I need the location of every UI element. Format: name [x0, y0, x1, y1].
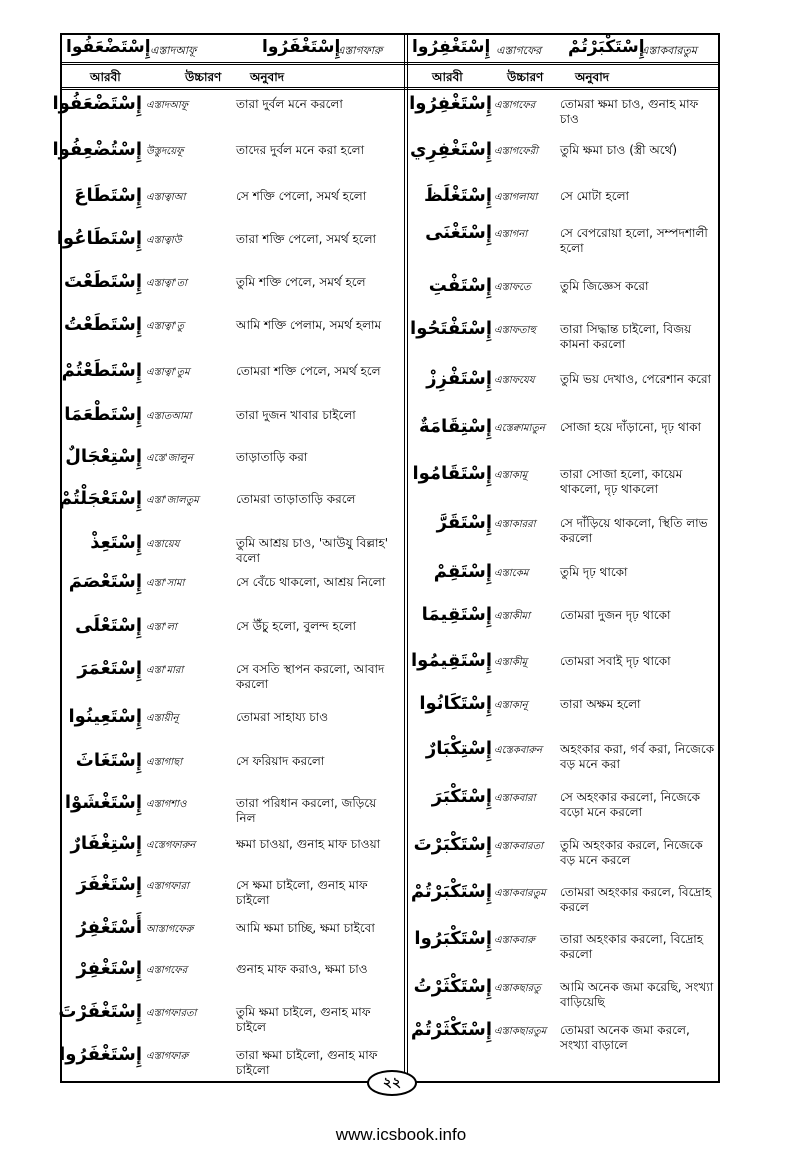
word-transliteration: এস্তাত্বাউ — [146, 235, 182, 246]
top-row-rule — [60, 62, 720, 63]
word-meaning: তোমরা তাড়াতাড়ি করলে — [236, 492, 356, 506]
word-meaning: ক্ষমা চাওয়া, গুনাহ মাফ চাওয়া — [236, 837, 381, 851]
word-meaning: তুমি ভয় দেখাও, পেরেশান করো — [560, 372, 712, 386]
word-meaning: তারা সিদ্ধান্ত চাইলো, বিজয় কামনা করলো — [560, 322, 692, 351]
word-transliteration: এস্তাফতাহু — [494, 325, 536, 336]
left-header-pronunciation: উচ্চারণ — [185, 70, 222, 84]
word-meaning: গুনাহ মাফ করাও, ক্ষমা চাও — [236, 962, 368, 976]
word-transliteration: এস্তা'জালতুম — [146, 495, 199, 506]
word-transliteration: এস্তাগনা — [494, 229, 528, 240]
top-row-rule-2 — [60, 64, 720, 65]
word-transliteration: এস্তাকবারতা — [494, 841, 544, 852]
word-meaning: তারা দুজন খাবার চাইলো — [236, 408, 356, 422]
word-meaning: তারা অক্ষম হলো — [560, 697, 641, 711]
word-meaning: তুমি শক্তি পেলে, সমর্থ হলে — [236, 275, 366, 289]
word-meaning: তারা ক্ষমা চাইলো, গুনাহ মাফ চাইলো — [236, 1048, 378, 1077]
word-transliteration: এস্তাকবারু — [494, 935, 535, 946]
word-transliteration: এস্তাকীমূ — [494, 657, 528, 668]
word-meaning: সে বসতি স্থাপন করলো, আবাদ করলো — [236, 662, 385, 691]
word-arabic: إِسْتَغْفَرْتَ — [58, 1001, 142, 1022]
word-arabic: إِسْتَعْجَلْتُمْ — [58, 488, 142, 509]
word-transliteration: এস্তে'জালুন — [146, 453, 193, 464]
word-arabic: إِسْتَطَاعَ — [74, 185, 142, 206]
word-arabic: إِسْتَغْفَرُوا — [59, 1044, 142, 1065]
word-meaning: তুমি অহংকার করলে, নিজেকে বড় মনে করলে — [560, 838, 703, 867]
word-meaning: তোমরা অনেক জমা করলে, সংখ্যা বাড়ালে — [560, 1023, 690, 1052]
word-transliteration: এস্তা'মারা — [146, 665, 184, 676]
word-arabic: إِسْتَغْشَوْا — [64, 792, 142, 813]
word-transliteration: এস্তাগফেরী — [494, 146, 538, 157]
word-transliteration: এস্তাকীমা — [494, 611, 531, 622]
word-transliteration: এস্তাগশাও — [146, 799, 187, 810]
word-arabic: إِسْتَغْنَى — [425, 222, 492, 243]
top-right-translit-2: এস্তাকবারতুম — [640, 44, 697, 57]
word-meaning: তোমরা সবাই দৃঢ় থাকো — [560, 654, 671, 668]
word-meaning: তুমি ক্ষমা চাইলে, গুনাহ মাফ চাইলে — [236, 1005, 371, 1034]
word-meaning: সে বেপরোয়া হলো, সম্পদশালী হলো — [560, 226, 708, 255]
word-transliteration: এস্তাগফের — [146, 965, 188, 976]
word-transliteration: এস্তাকছারতুম — [494, 1026, 547, 1037]
word-meaning: তোমরা দুজন দৃঢ় থাকো — [560, 608, 671, 622]
word-arabic: إِسْتَطْعَمَا — [64, 404, 142, 425]
word-transliteration: এস্তাকবারতুম — [494, 888, 546, 899]
word-meaning: তারা অহংকার করলো, বিদ্রোহ করলো — [560, 932, 704, 961]
word-arabic: إِسْتَضْعَفُوا — [52, 93, 142, 114]
word-transliteration: এস্তাগফারু — [146, 1051, 189, 1062]
word-transliteration: এস্তাকেম — [494, 568, 529, 579]
word-arabic: إِسْتَطَعْتُ — [64, 314, 142, 335]
word-arabic: إِسْتَكْبَرْتَ — [413, 834, 492, 855]
word-transliteration: এস্তাত্বাআ — [146, 192, 186, 203]
word-meaning: তুমি দৃঢ় থাকো — [560, 565, 628, 579]
word-meaning: তারা পরিধান করলো, জড়িয়ে নিল — [236, 796, 377, 825]
word-transliteration: এস্তাত্বা'তুম — [146, 367, 190, 378]
word-arabic: إِسْتَعِذْ — [90, 532, 142, 553]
word-meaning: তুমি ক্ষমা চাও (স্ত্রী অর্থে) — [560, 143, 678, 157]
right-header-pronunciation: উচ্চারণ — [507, 70, 544, 84]
word-arabic: إِسْتَفْتَحُوا — [410, 318, 492, 339]
word-meaning: তুমি আশ্রয় চাও, 'আউযু বিল্লাহ' বলো — [236, 536, 389, 565]
word-meaning: সে দাঁড়িয়ে থাকলো, স্থিতি লাভ করলো — [560, 516, 708, 545]
word-meaning: তোমরা সাহায্য চাও — [236, 710, 329, 724]
top-right-arabic-2: إِسْتَكْبَرْتُمْ — [568, 37, 645, 57]
word-arabic: إِسْتَعِينُوا — [68, 706, 142, 727]
header-rule-2 — [60, 89, 720, 90]
header-rule — [60, 87, 720, 88]
word-transliteration: এস্তাকানূ — [494, 700, 528, 711]
word-arabic: إِسْتَغْلَظَ — [423, 185, 492, 206]
word-arabic: إِسْتِقَامَةٌ — [419, 416, 492, 437]
word-meaning: সে অহংকার করলো, নিজেকে বড়ো মনে করলো — [560, 790, 701, 819]
word-transliteration: এস্তেক্বামাতুন — [494, 423, 545, 434]
word-meaning: তোমরা অহংকার করলে, বিদ্রোহ করলে — [560, 885, 712, 914]
word-transliteration: এস্তাদআফূ — [146, 100, 188, 111]
word-meaning: তারা সোজা হলো, কায়েম থাকলো, দৃঢ় থাকলো — [560, 467, 683, 496]
top-right-translit-1: এস্তাগফের — [496, 44, 542, 57]
word-meaning: সে ফরিয়াদ করলো — [236, 754, 325, 768]
word-arabic: إِسْتِعْجَالٌ — [65, 446, 142, 467]
top-right-arabic-1: إِسْتَغْفِرُوا — [412, 37, 491, 57]
word-meaning: তোমরা শক্তি পেলে, সমর্থ হলে — [236, 364, 381, 378]
word-transliteration: এস্তাগফের — [494, 100, 536, 111]
word-transliteration: আস্তাগফেরু — [146, 924, 194, 935]
word-transliteration: এস্তাকবারা — [494, 793, 536, 804]
word-transliteration: এস্তাকাররা — [494, 519, 536, 530]
word-arabic: إِسْتَكَانُوا — [419, 693, 492, 714]
word-arabic: إِسْتَعْمَرَ — [77, 658, 142, 679]
word-arabic: إِسْتَغْفِرِي — [409, 139, 492, 160]
page-number: ২২ — [367, 1070, 417, 1096]
word-meaning: অহংকার করা, গর্ব করা, নিজেকে বড় মনে করা — [560, 742, 715, 771]
word-transliteration: এস্তেগফারুন — [146, 840, 196, 851]
word-meaning: সে ক্ষমা চাইলো, গুনাহ মাফ চাইলো — [236, 878, 368, 907]
word-arabic: إِسْتَطَعْتُمْ — [61, 360, 142, 381]
word-transliteration: এস্তা'লা — [146, 622, 177, 633]
word-transliteration: এস্তাফতে — [494, 282, 531, 293]
word-transliteration: এস্তাগাছা — [146, 757, 183, 768]
word-meaning: আমি ক্ষমা চাচ্ছি, ক্ষমা চাইবো — [236, 921, 375, 935]
word-transliteration: এস্তাগফারা — [146, 881, 189, 892]
word-transliteration: এস্তেকবারুন — [494, 745, 542, 756]
word-meaning: আমি অনেক জমা করেছি, সংখ্যা বাড়িয়েছি — [560, 980, 714, 1009]
word-arabic: إِسْتَكْبَرَ — [431, 786, 492, 807]
word-transliteration: এস্তায়েয — [146, 539, 180, 550]
word-arabic: إِسْتِغْفَارٌ — [70, 833, 142, 854]
word-arabic: إِسْتَكْبَرُوا — [414, 928, 492, 949]
word-meaning: সোজা হয়ে দাঁড়ানো, দৃঢ় থাকা — [560, 420, 702, 434]
word-arabic: إِسْتَغْفِرْ — [76, 958, 142, 979]
word-arabic: إِسْتَطَاعُوا — [56, 228, 142, 249]
word-meaning: সে শক্তি পেলো, সমর্থ হলো — [236, 189, 367, 203]
top-left-arabic-2: إِسْتَغْفَرُوا — [262, 37, 341, 57]
word-arabic: إِسْتَعْلَى — [75, 615, 142, 636]
word-meaning: সে বেঁচে থাকলো, আশ্রয় নিলো — [236, 575, 386, 589]
word-transliteration: এস্তাত্বা'তা — [146, 278, 187, 289]
word-arabic: إِسْتَطَعْتَ — [64, 271, 142, 292]
word-meaning: আমি শক্তি পেলাম, সমর্থ হলাম — [236, 318, 382, 332]
word-meaning: তাড়াতাড়ি করা — [236, 450, 308, 464]
word-transliteration: এস্তায়ীনূ — [146, 713, 179, 724]
word-meaning: সে মোটা হলো — [560, 189, 630, 203]
top-left-translit-1: এস্তাদআফূ — [150, 44, 197, 57]
word-transliteration: এস্তাগফারতা — [146, 1008, 197, 1019]
word-arabic: إِسْتَغْفِرُوا — [409, 93, 492, 114]
word-transliteration: এস্তাফযেয — [494, 375, 535, 386]
word-arabic: إِسْتَفْتِ — [428, 275, 492, 296]
word-meaning: সে উঁচু হলো, বুলন্দ হলো — [236, 619, 357, 633]
word-transliteration: এস্তাগলাযা — [494, 192, 538, 203]
left-header-meaning: অনুবাদ — [250, 70, 285, 84]
word-meaning: তোমরা ক্ষমা চাও, গুনাহ মাফ চাও — [560, 97, 699, 126]
word-meaning: তারা দুর্বল মনে করলো — [236, 97, 343, 111]
word-arabic: إِسْتَقِيمَا — [421, 604, 492, 625]
top-left-translit-2: এস্তাগফারু — [336, 44, 383, 57]
word-meaning: তাদের দুর্বল মনে করা হলো — [236, 143, 365, 157]
word-arabic: إِسْتَقَرَّ — [436, 512, 492, 533]
right-header-arabic: আরবী — [432, 70, 463, 84]
word-arabic: إِسْتُضْعِفُوا — [52, 139, 142, 160]
right-header-meaning: অনুবাদ — [575, 70, 610, 84]
word-transliteration: এস্তাত্বা'তু — [146, 321, 184, 332]
word-arabic: إِسْتَغْفَرَ — [76, 874, 142, 895]
word-transliteration: এস্তাতআমা — [146, 411, 192, 422]
word-transliteration: এস্তাকছারতু — [494, 983, 541, 994]
word-arabic: إِسْتَغَاثَ — [75, 750, 142, 771]
word-meaning: তুমি জিজ্ঞেস করো — [560, 279, 649, 293]
word-arabic: إِسْتَكْثَرْتُمْ — [410, 1019, 492, 1040]
word-arabic: إِسْتَقَامُوا — [412, 463, 492, 484]
top-left-arabic-1: إِسْتَضْعَفُوا — [66, 37, 151, 57]
word-arabic: إِسْتَقِيمُوا — [410, 650, 492, 671]
word-transliteration: এস্তাকামূ — [494, 470, 528, 481]
word-arabic: إِسْتِكْبَارٌ — [425, 738, 492, 759]
word-arabic: أَسْتَغْفِرُ — [76, 917, 142, 938]
word-arabic: إِسْتَكْبَرْتُمْ — [410, 881, 492, 902]
column-divider — [404, 33, 408, 1083]
footer-url: www.icsbook.info — [335, 1125, 467, 1144]
word-transliteration: এস্তা'সামা — [146, 578, 185, 589]
word-arabic: إِسْتَقِمْ — [433, 561, 492, 582]
word-transliteration: উস্তুদয়েফূ — [146, 146, 184, 157]
word-arabic: إِسْتَفْزِزْ — [426, 368, 492, 389]
word-meaning: তারা শক্তি পেলো, সমর্থ হলো — [236, 232, 376, 246]
word-arabic: إِسْتَعْصَمَ — [68, 571, 142, 592]
word-arabic: إِسْتَكْثَرْتُ — [413, 976, 492, 997]
left-header-arabic: আরবী — [90, 70, 121, 84]
